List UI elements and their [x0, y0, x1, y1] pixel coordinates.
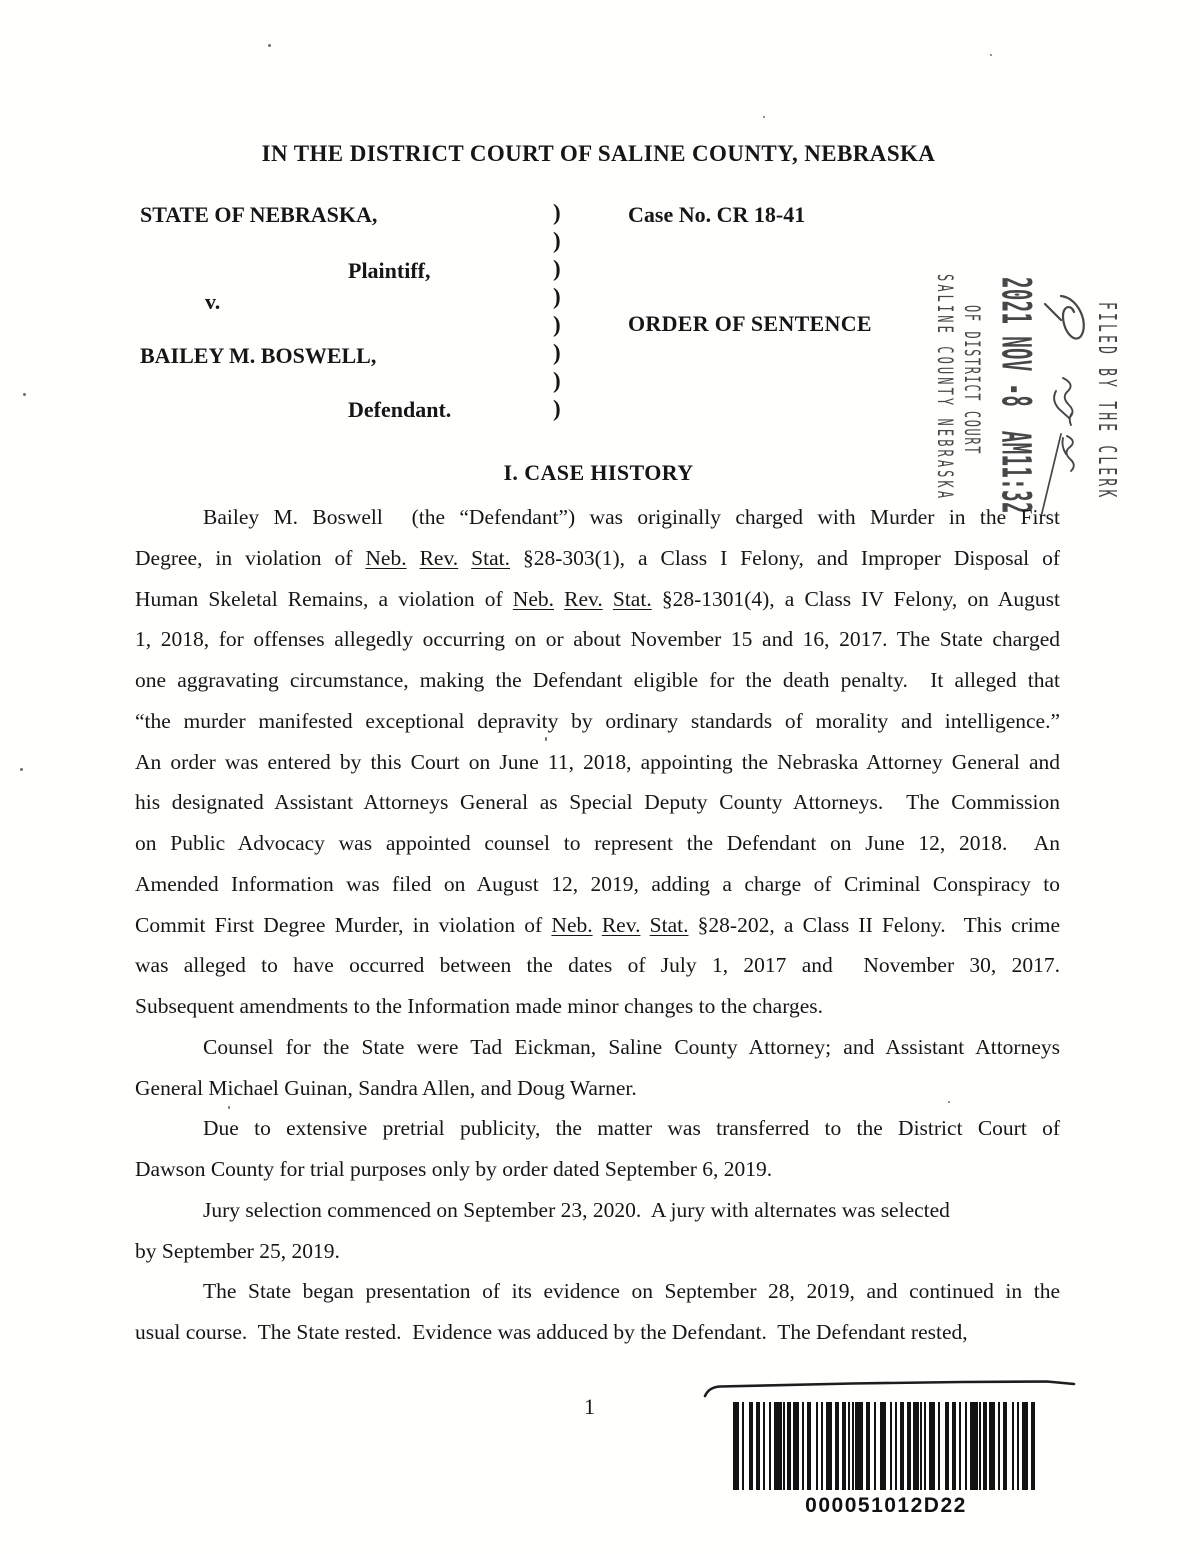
- barcode-bar: [802, 1402, 804, 1490]
- barcode-bar: [852, 1402, 854, 1490]
- body-text-segment: [593, 913, 602, 937]
- barcode-bar: [733, 1402, 739, 1490]
- barcode-bar: [848, 1402, 850, 1490]
- caption-paren: ): [553, 256, 561, 281]
- caption-paren: ): [553, 284, 561, 309]
- barcode-bar: [793, 1402, 799, 1490]
- barcode-bar: [920, 1402, 922, 1490]
- body-line: [135, 945, 1060, 986]
- body-line: [135, 660, 1060, 701]
- barcode-bars: [733, 1402, 1039, 1490]
- body-line: [135, 742, 1060, 783]
- body-text-segment: was alleged to have occurred between the dates of July 1, 2017 and November 30, 2017.: [135, 953, 1060, 978]
- body-line: [135, 1068, 1060, 1109]
- body-line: [135, 905, 1060, 946]
- body-text: [135, 497, 1060, 1353]
- barcode-bar: [874, 1402, 876, 1490]
- scan-speck: [228, 1106, 230, 1109]
- page-number: 1: [584, 1394, 595, 1419]
- versus-label: v.: [205, 289, 221, 314]
- barcode-bar: [821, 1402, 823, 1490]
- barcode-bar: [913, 1402, 919, 1490]
- body-text-segment: his designated Assistant Attorneys General as Special Deputy County Attorneys. The Commission: [135, 790, 1060, 815]
- stamp-datetime: 2021 NOV -8 AM11:32: [991, 277, 1038, 514]
- barcode-bar: [880, 1402, 886, 1490]
- body-text-segment: usual course. The State rested. Evidence was adduced by the Defendant. The Defendant rested,: [135, 1320, 968, 1344]
- barcode-bar: [842, 1402, 846, 1490]
- body-text-segment: Degree, in violation of: [135, 545, 366, 570]
- barcode-bar: [835, 1402, 839, 1490]
- caption-paren: ): [553, 200, 561, 225]
- caption-paren: ): [553, 228, 561, 253]
- barcode-bar: [756, 1402, 760, 1490]
- body-line: [135, 986, 1060, 1027]
- case-number: Case No. CR 18-41: [628, 202, 806, 227]
- barcode-bar: [816, 1402, 818, 1490]
- body-text-segment: §28-303(1), a Class I Felony, and Improper Disposal of: [509, 545, 1060, 570]
- body-text-segment: 1, 2018, for offenses allegedly occurring on or about November 15 and 16, 2017. The State charged: [135, 627, 1060, 652]
- body-line: [135, 1271, 1060, 1312]
- body-text-segment: [554, 587, 564, 611]
- body-line: [135, 1149, 1060, 1190]
- barcode-bar: [929, 1402, 935, 1490]
- scan-speck: [23, 393, 26, 396]
- body-text-segment: “the murder manifested exceptional depravity by ordinary standards of morality and intelligence.”: [135, 708, 1060, 733]
- plaintiff-name: STATE OF NEBRASKA,: [140, 202, 378, 227]
- barcode-bar: [1031, 1402, 1035, 1490]
- barcode-bar: [945, 1402, 949, 1490]
- body-text-segment: Due to extensive pretrial publicity, the matter was transferred to the District Court of: [203, 1116, 1060, 1141]
- scan-speck: [990, 54, 992, 56]
- body-text-segment: Subsequent amendments to the Information made minor changes to the charges.: [135, 994, 824, 1018]
- body-line: [135, 1027, 1060, 1068]
- body-text-segment: Dawson County for trial purposes only by order dated September 6, 2019.: [135, 1157, 773, 1181]
- body-line: [135, 619, 1060, 660]
- barcode-bar: [763, 1402, 765, 1490]
- stamp-filed-by-clerk: FILED BY THE CLERK: [1091, 302, 1120, 501]
- scan-speck: [545, 737, 547, 741]
- barcode-bar: [1022, 1402, 1028, 1490]
- barcode-bar: [924, 1402, 926, 1490]
- statute-citation: Neb.: [551, 912, 593, 937]
- statute-citation: Neb.: [512, 586, 554, 611]
- body-line: [135, 1108, 1060, 1149]
- defendant-name: BAILEY M. BOSWELL,: [140, 343, 377, 368]
- statute-citation: Rev.: [419, 545, 459, 570]
- barcode-bar: [749, 1402, 753, 1490]
- body-line: [135, 1231, 1060, 1272]
- defendant-role: Defendant.: [348, 397, 452, 422]
- barcode-number: 000051012D22: [805, 1494, 967, 1517]
- body-text-segment: Jury selection commenced on September 23, 2020. A jury with alternates was selected: [203, 1197, 950, 1222]
- statute-citation: Stat.: [649, 912, 689, 937]
- body-text-segment: General Michael Guinan, Sandra Allen, and Doug Warner.: [135, 1075, 637, 1100]
- barcode-bar: [866, 1402, 870, 1490]
- caption-paren: ): [553, 396, 561, 421]
- barcode-bar: [970, 1402, 978, 1490]
- body-text-segment: Amended Information was filed on August 12, 2019, adding a charge of Criminal Conspiracy to: [135, 871, 1060, 896]
- barcode-bar: [742, 1402, 744, 1490]
- statute-citation: Neb.: [365, 545, 407, 570]
- body-text-segment: [603, 587, 613, 611]
- barcode-bar: [907, 1402, 911, 1490]
- barcode-bar: [807, 1402, 811, 1490]
- barcode-bar: [959, 1402, 961, 1490]
- plaintiff-role: Plaintiff,: [348, 258, 431, 283]
- body-text-segment: Human Skeletal Remains, a violation of: [135, 586, 513, 611]
- barcode-bar: [938, 1402, 940, 1490]
- barcode-bar: [979, 1402, 981, 1490]
- statute-citation: Rev.: [564, 586, 603, 611]
- body-text-segment: [458, 546, 471, 570]
- barcode-bar: [998, 1402, 1000, 1490]
- body-line: [135, 538, 1060, 579]
- statute-citation: Stat.: [612, 586, 652, 611]
- barcode-bar: [1017, 1402, 1019, 1490]
- barcode-bar: [783, 1402, 785, 1490]
- body-text-segment: Commit First Degree Murder, in violation of: [135, 912, 552, 937]
- section-heading: I. CASE HISTORY: [503, 460, 694, 485]
- scan-speck: [20, 768, 23, 771]
- barcode-bar: [769, 1402, 771, 1490]
- body-line: [135, 823, 1060, 864]
- body-line: [135, 1190, 1060, 1231]
- body-text-segment: The State began presentation of its evidence on September 28, 2019, and continued in the: [203, 1279, 1060, 1304]
- barcode-bar: [1012, 1402, 1014, 1490]
- statute-citation: Rev.: [601, 912, 641, 937]
- barcode-bar: [890, 1402, 892, 1490]
- body-text-segment: §28-1301(4), a Class IV Felony, on August: [651, 586, 1060, 611]
- body-line: [135, 701, 1060, 742]
- scan-speck: [948, 1101, 950, 1103]
- scan-speck: [763, 116, 765, 118]
- stamp-county-line: SALINE COUNTY NEBRASKA: [932, 274, 957, 502]
- caption-paren-column: [553, 199, 561, 423]
- court-title: IN THE DISTRICT COURT OF SALINE COUNTY, NEBRASKA: [261, 141, 936, 166]
- scan-speck: [268, 44, 271, 47]
- stamp-court-line: OF DISTRICT COURT: [959, 305, 984, 456]
- caption-paren: ): [553, 340, 561, 365]
- barcode-bar: [826, 1402, 832, 1490]
- barcode-bar: [989, 1402, 995, 1490]
- barcode-bar: [1003, 1402, 1007, 1490]
- body-text-segment: [407, 546, 420, 570]
- caption-paren: ): [553, 312, 561, 337]
- barcode-bar: [774, 1402, 782, 1490]
- body-line: [135, 864, 1060, 905]
- body-line: [135, 782, 1060, 823]
- body-text-segment: Bailey M. Boswell (the “Defendant”) was originally charged with Murder in the First: [203, 505, 1060, 529]
- body-line: [135, 579, 1060, 620]
- body-line: [135, 497, 1060, 538]
- caption-paren: ): [553, 368, 561, 393]
- body-text-segment: §28-202, a Class II Felony. This crime: [688, 912, 1061, 937]
- body-text-segment: An order was entered by this Court on June 11, 2018, appointing the Nebraska Attorney General and: [135, 749, 1060, 774]
- body-text-segment: one aggravating circumstance, making the Defendant eligible for the death penalty. It alleged that: [135, 668, 1060, 692]
- order-title: ORDER OF SENTENCE: [628, 311, 872, 336]
- barcode-bar: [787, 1402, 791, 1490]
- body-text-segment: by September 25, 2019.: [135, 1238, 340, 1263]
- body-text-segment: Counsel for the State were Tad Eickman, Saline County Attorney; and Assistant Attorneys: [203, 1034, 1060, 1059]
- barcode-bar: [855, 1402, 863, 1490]
- statute-citation: Stat.: [471, 545, 510, 570]
- barcode-bar: [952, 1402, 956, 1490]
- barcode-bar: [900, 1402, 904, 1490]
- footer-rule-line: [702, 1378, 1082, 1400]
- body-text-segment: on Public Advocacy was appointed counsel to represent the Defendant on June 12, 2018. An: [135, 831, 1060, 855]
- barcode-bar: [983, 1402, 987, 1490]
- body-text-segment: [640, 913, 649, 937]
- barcode: [733, 1402, 1039, 1518]
- body-line: [135, 1312, 1060, 1353]
- barcode-bar: [965, 1402, 967, 1490]
- barcode-bar: [895, 1402, 897, 1490]
